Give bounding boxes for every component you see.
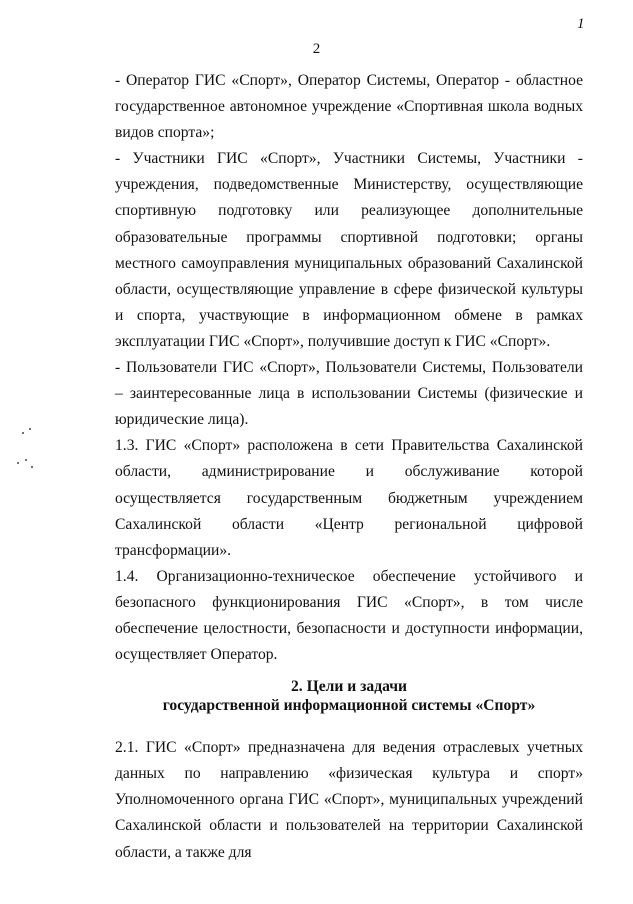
scan-speck: [29, 428, 31, 430]
paragraph-participants: - Участники ГИС «Спорт», Участники Системы, Участники - учреждения, подведомственные Министерству, осуществляющие спортивную подготовку или реализующее дополнительные образовательные программы спортивной подготовки; органы местного самоуправления муниципальных образований Сахалинской области, осуществляющие управление в сфере физической культуры и спорта, участвующие в информационном обмене в рамках эксплуатации ГИС «Спорт», получившие доступ к ГИС «Спорт».: [115, 150, 583, 350]
scan-speck: [31, 466, 33, 468]
scan-speck: [17, 462, 19, 464]
scan-speck: [25, 459, 27, 461]
page-number: 2: [312, 41, 321, 57]
section-heading-line1: 2. Цели и задачи: [290, 678, 408, 696]
sheet-mark: 1: [577, 16, 585, 32]
scan-speck: [22, 432, 24, 434]
paragraph-1-3: 1.3. ГИС «Спорт» расположена в сети Правительства Сахалинской области, администрирование и обслуживание которой осуществляется государственным бюджетным учреждением Сахалинской области «Центр региональной цифровой трансформации».: [115, 437, 583, 559]
paragraph-operator: - Оператор ГИС «Спорт», Оператор Системы, Оператор - областное государственное автономное учреждение «Спортивная школа водных видов спорта»;: [115, 72, 583, 142]
section-heading-line2: государственной информационной системы «Спорт»: [162, 697, 536, 715]
section-heading: [115, 677, 583, 715]
paragraph-users: - Пользователи ГИС «Спорт», Пользователи Системы, Пользователи – заинтересованные лица в использовании Системы (физические и юридические лица).: [115, 359, 583, 429]
paragraph-1-4: 1.4. Организационно-техническое обеспечение устойчивого и безопасного функционирования ГИС «Спорт», в том числе обеспечение целостности, безопасности и доступности информации, осуществляет Оператор.: [115, 567, 583, 664]
paragraph-2-1: 2.1. ГИС «Спорт» предназначена для ведения отраслевых учетных данных по направлению «физическая культура и спорт» Уполномоченного органа ГИС «Спорт», муниципальных учреждений Сахалинской области и пользователей на территории Сахалинской области, а также для: [115, 739, 583, 861]
document-body: [115, 68, 583, 866]
